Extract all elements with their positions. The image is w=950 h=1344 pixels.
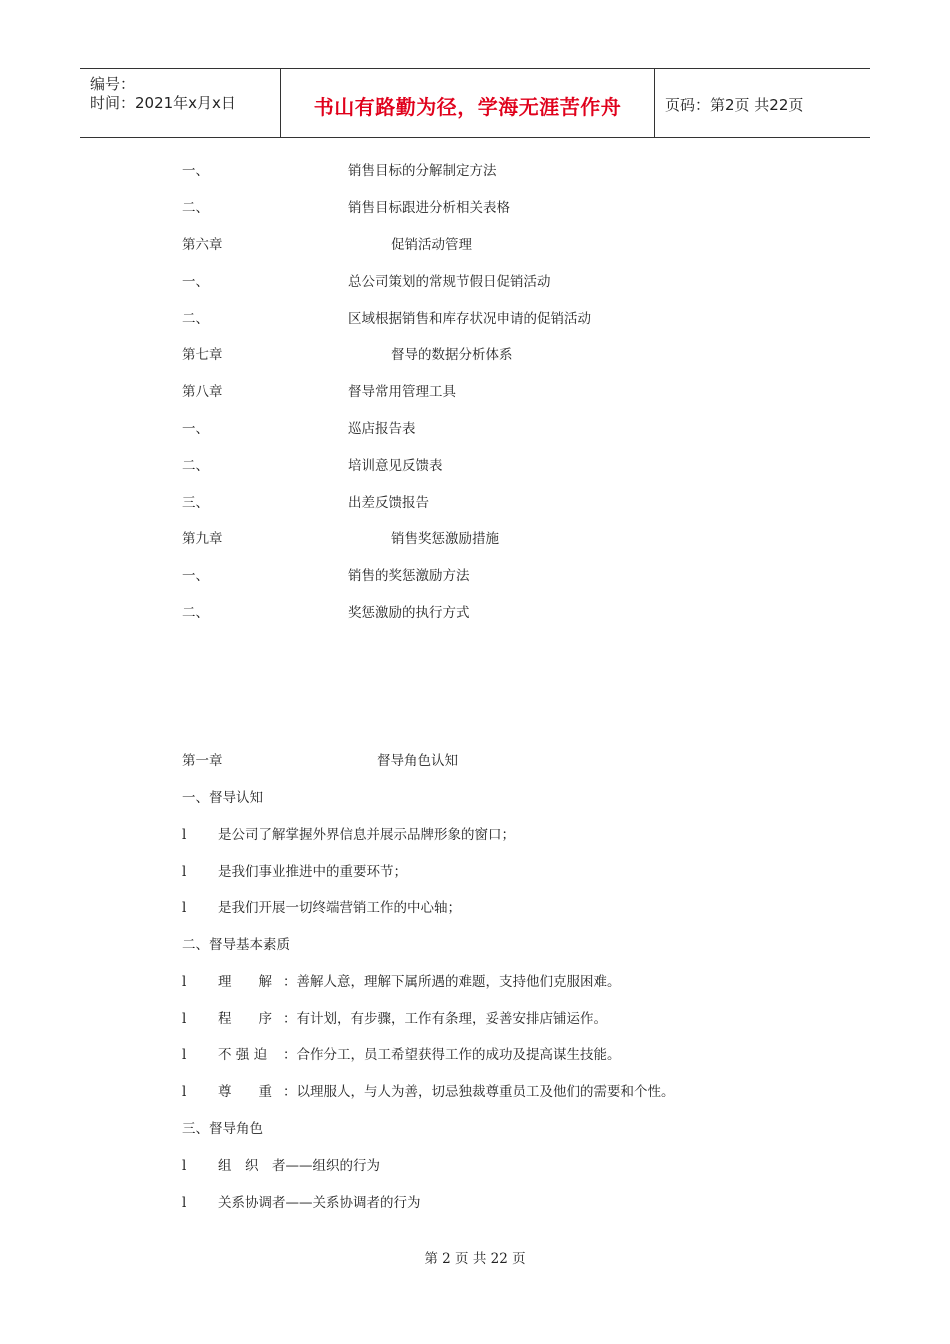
page-footer: 第 2 页 共 22 页 [424,1251,526,1267]
toc-chapter-num: 第九章 [182,531,223,547]
header-page-cell [655,69,870,137]
toc-title: 总公司策划的常规节假日促销活动 [348,274,551,290]
toc-num: 二、 [182,458,209,474]
section-heading: 三、督导角色 [182,1121,263,1137]
number-label: 编号： [90,75,136,93]
toc-num: 二、 [182,311,209,327]
bullet-icon: l [182,1195,187,1211]
bullet-icon: l [182,864,187,880]
bullet-icon: l [182,1158,187,1174]
toc-title: 销售目标跟进分析相关表格 [348,200,510,216]
quality-term: 不 强 迫 [218,1047,268,1063]
bullet-icon: l [182,974,187,990]
bullet-icon: l [182,900,187,916]
header-motto-cell [281,69,655,137]
toc-chapter-title: 督导常用管理工具 [348,384,456,400]
toc-title: 巡店报告表 [348,421,416,437]
toc-chapter-title: 督导的数据分析体系 [391,347,513,363]
toc-title: 培训意见反馈表 [348,458,443,474]
bullet-icon: l [182,827,187,843]
bullet-icon: l [182,1011,187,1027]
toc-chapter-num: 第六章 [182,237,223,253]
header-meta-cell [80,69,281,137]
chapter-title: 督导角色认知 [377,753,458,769]
role-text: 组 织 者——组织的行为 [218,1158,380,1174]
page-header [80,68,870,138]
bullet-text: 是我们开展一切终端营销工作的中心轴； [218,900,461,916]
toc-chapter-num: 第七章 [182,347,223,363]
toc-title: 销售的奖惩激励方法 [348,568,470,584]
quality-desc: ：合作分工，员工希望获得工作的成功及提高谋生技能。 [283,1047,621,1063]
quality-desc: ：以理服人，与人为善，切忌独裁尊重员工及他们的需要和个性。 [283,1084,675,1100]
role-text: 关系协调者——关系协调者的行为 [218,1195,421,1211]
bullet-icon: l [182,1047,187,1063]
section-heading: 二、督导基本素质 [182,937,290,953]
quality-desc: ：有计划，有步骤，工作有条理，妥善安排店铺运作。 [283,1011,607,1027]
toc-title: 出差反馈报告 [348,495,429,511]
quality-term: 理 解 [218,974,272,990]
header-page-info: 页码：第2页 共22页 [665,96,804,114]
toc-title: 区域根据销售和库存状况申请的促销活动 [348,311,591,327]
quality-term: 尊 重 [218,1084,272,1100]
toc-chapter-title: 销售奖惩激励措施 [391,531,499,547]
section-heading: 一、督导认知 [182,790,263,806]
time-label: 时间：2021年x月x日 [90,94,236,112]
quality-term: 程 序 [218,1011,272,1027]
bullet-text: 是公司了解掌握外界信息并展示品牌形象的窗口； [218,827,515,843]
toc-num: 三、 [182,495,209,511]
toc-title: 销售目标的分解制定方法 [348,163,497,179]
toc-num: 二、 [182,605,209,621]
toc-title: 奖惩激励的执行方式 [348,605,470,621]
chapter-num: 第一章 [182,753,223,769]
toc-num: 一、 [182,274,209,290]
motto: 书山有路勤为径，学海无涯苦作舟 [313,95,622,119]
quality-desc: ：善解人意，理解下属所遇的难题，支持他们克服困难。 [283,974,621,990]
toc-num: 一、 [182,568,209,584]
toc-num: 一、 [182,421,209,437]
toc-num: 二、 [182,200,209,216]
bullet-text: 是我们事业推进中的重要环节； [218,864,407,880]
toc-chapter-num: 第八章 [182,384,223,400]
toc-num: 一、 [182,163,209,179]
toc-chapter-title: 促销活动管理 [391,237,472,253]
bullet-icon: l [182,1084,187,1100]
